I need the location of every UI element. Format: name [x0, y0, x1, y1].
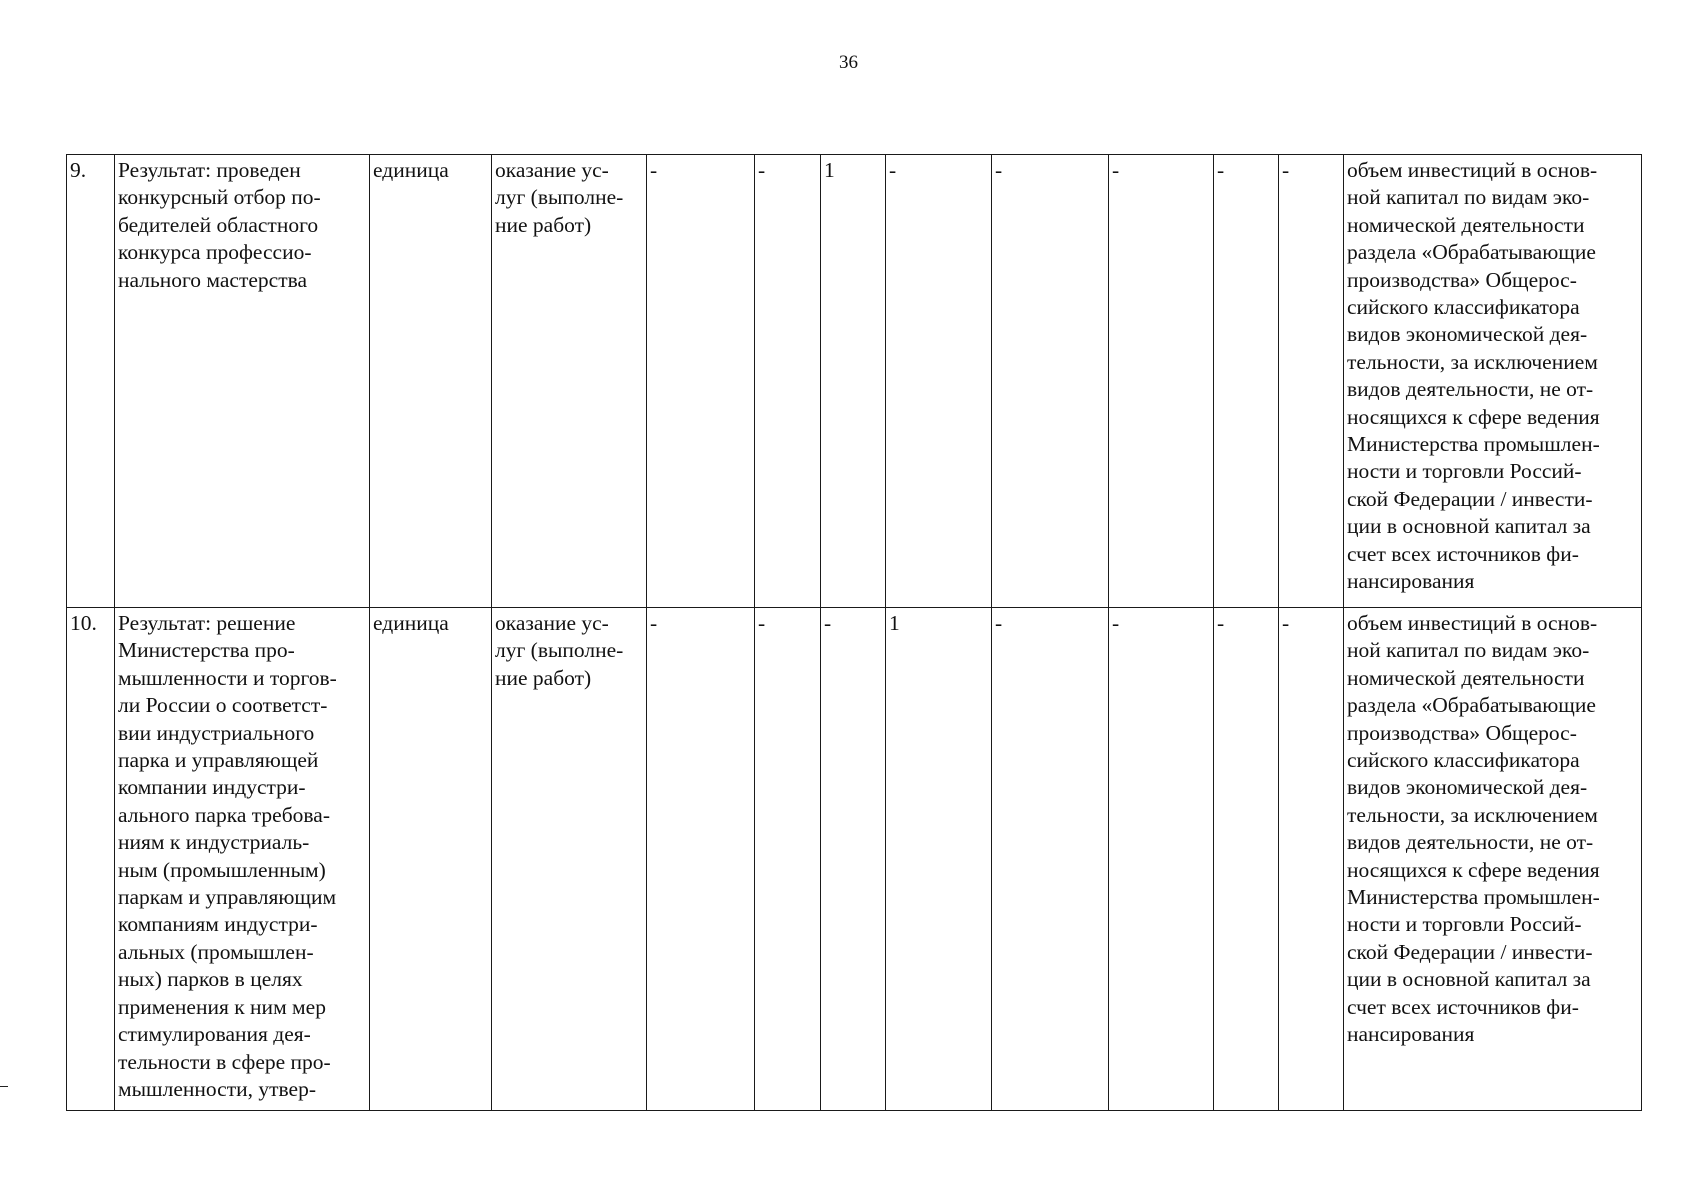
value-cell: -	[992, 155, 1109, 608]
row-number: 10.	[67, 608, 115, 1111]
table-row	[67, 608, 1642, 1111]
margin-mark	[0, 1086, 8, 1087]
value-cell: -	[886, 155, 992, 608]
value-cell: -	[1109, 155, 1214, 608]
row-number: 9.	[67, 155, 115, 608]
value-cell: 1	[821, 155, 886, 608]
value-cell: -	[755, 155, 821, 608]
value-cell: -	[755, 608, 821, 1111]
page-number: 36	[839, 52, 858, 73]
unit-of-measure: единица	[370, 155, 492, 608]
value-cell: -	[992, 608, 1109, 1111]
table-row	[67, 155, 1642, 608]
result-description: Результат: решение Министерства про- мышленности и торгов- ли России о соответст- вии индустриального парка и управляющей компании индустри- ального парка требова- ниям к индустриаль- ным (промышленным) паркам и управляющим компаниям индустри- альных (промышлен- ных) парков в целях применения к ним мер стимулирования дея- тельности в сфере про- мышленности, утвер-	[115, 608, 370, 1111]
result-type: оказание ус- луг (выполне- ние работ)	[492, 608, 647, 1111]
results-table	[66, 154, 1642, 1111]
value-cell: -	[647, 155, 755, 608]
value-cell: -	[647, 608, 755, 1111]
indicator-description: объем инвестиций в основ- ной капитал по видам эко- номической деятельности раздела «Обрабатывающие производства» Общерос- сийского классификатора видов экономической дея- тельности, за исключением видов деятельности, не от- носящихся к сфере ведения Министерства промышлен- ности и торговли Россий- ской Федерации / инвести- ции в основной капитал за счет всех источников фи- нансирования	[1344, 155, 1642, 608]
result-description: Результат: проведен конкурсный отбор по- бедителей областного конкурса профессио- нального мастерства	[115, 155, 370, 608]
value-cell: -	[1214, 155, 1279, 608]
value-cell: -	[1214, 608, 1279, 1111]
unit-of-measure: единица	[370, 608, 492, 1111]
value-cell: 1	[886, 608, 992, 1111]
value-cell: -	[1279, 608, 1344, 1111]
value-cell: -	[821, 608, 886, 1111]
indicator-description: объем инвестиций в основ- ной капитал по видам эко- номической деятельности раздела «Обрабатывающие производства» Общерос- сийского классификатора видов экономической дея- тельности, за исключением видов деятельности, не от- носящихся к сфере ведения Министерства промышлен- ности и торговли Россий- ской Федерации / инвести- ции в основной капитал за счет всех источников фи- нансирования	[1344, 608, 1642, 1111]
result-type: оказание ус- луг (выполне- ние работ)	[492, 155, 647, 608]
value-cell: -	[1109, 608, 1214, 1111]
value-cell: -	[1279, 155, 1344, 608]
